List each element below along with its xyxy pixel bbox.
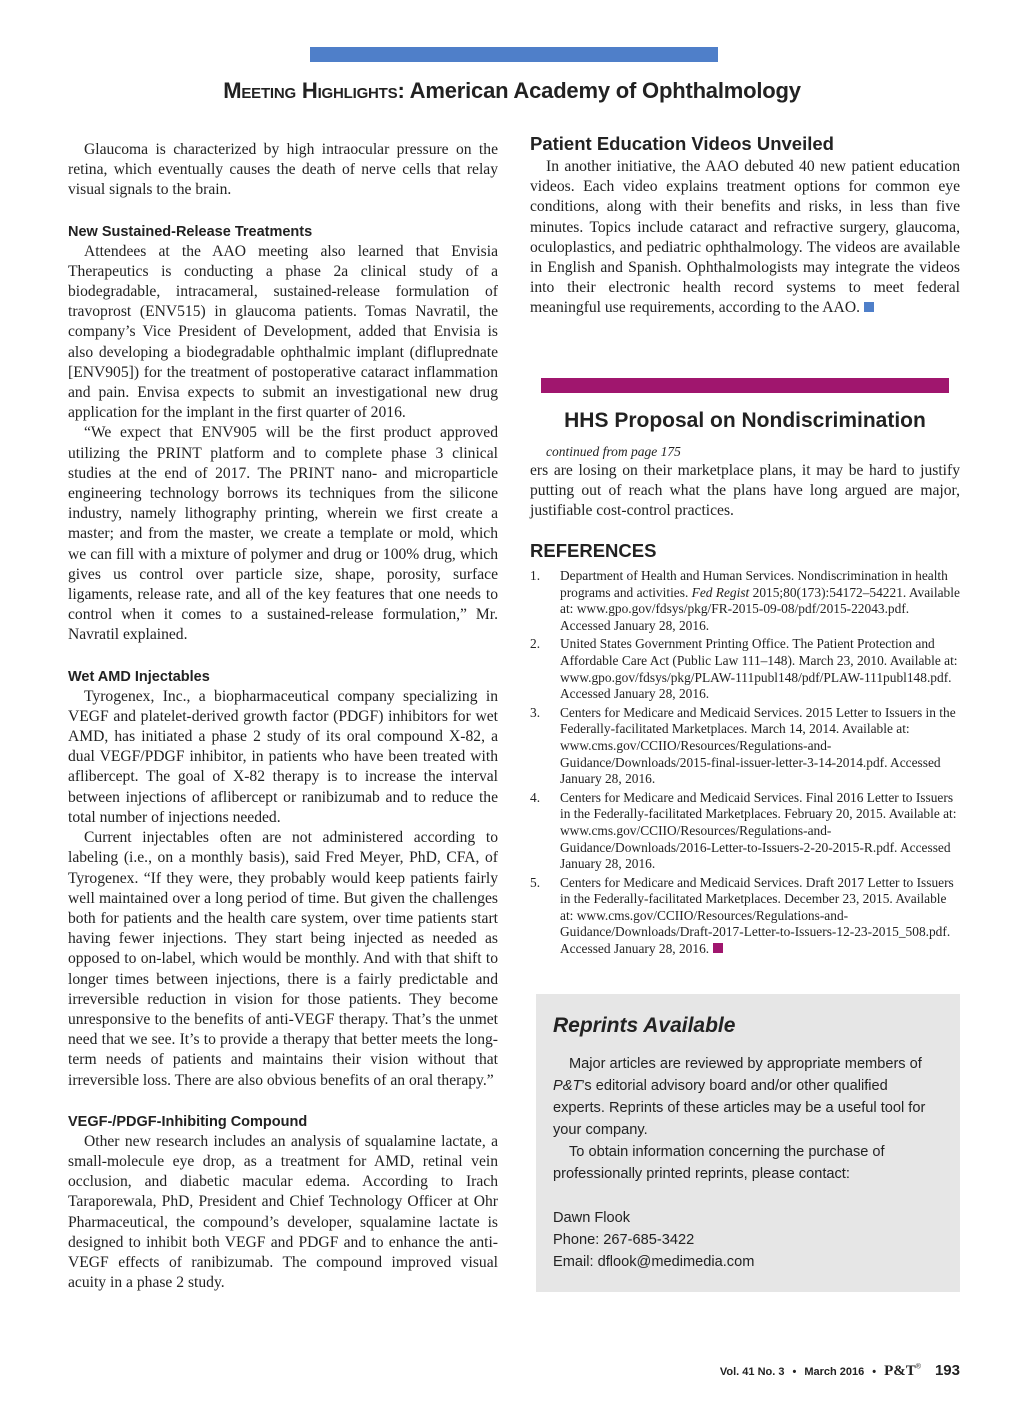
section-heading-videos: Patient Education Videos Unveiled — [530, 133, 834, 154]
contact-name: Dawn Flook — [553, 1210, 631, 1226]
contact-info — [553, 1207, 928, 1273]
paragraph: “We expect that ENV905 will be the first product approved utilizing the PRINT platform and to complete phase 3 clinical studies at the end of 2017. The PRINT nano- and microparticle engineering technology borrows its techniques from the silicone industry, namely lithography printing, wherein we first create a master; and from the master, we create a template or mold, which we can fill with a mixture of polymer and drug or 100% drug, which gives us control over particle size, shape, porosity, surface ligaments, release rate, and all of the key features that one needs to control when it comes to a sustained-release formulation,” Mr. Navratil explained. — [68, 424, 498, 644]
reference-number: 5. — [530, 874, 541, 890]
reprints-title: Reprints Available — [553, 1014, 736, 1037]
hhs-title: HHS Proposal on Nondiscrimination — [564, 409, 926, 432]
reference-item — [530, 790, 960, 873]
reference-item — [530, 568, 960, 634]
masthead-label: Meeting Highlights — [223, 78, 398, 103]
reprints-paragraph: To obtain information concerning the purchase of professionally printed reprints, please contact: — [553, 1144, 885, 1182]
reference-number: 1. — [530, 568, 541, 583]
page-number: 193 — [934, 1362, 960, 1379]
references-heading: REFERENCES — [530, 540, 657, 561]
separator: • — [872, 1366, 877, 1378]
journal-name: Fed Regist — [691, 584, 750, 600]
issue-date: March 2016 — [804, 1366, 865, 1378]
intro-paragraph: Glaucoma is characterized by high intraocular pressure on the retina, which eventually causes the death of nerve cells that relay visual signals to the brain. — [68, 141, 498, 199]
reference-number: 2. — [530, 636, 541, 652]
separator: • — [792, 1366, 797, 1378]
section-heading-sustained-release: New Sustained-Release Treatments — [68, 223, 313, 240]
contact-email: Email: dflook@medimedia.com — [553, 1254, 755, 1270]
reference-number: 3. — [530, 704, 541, 720]
journal-logo: P&T® — [884, 1363, 921, 1379]
reference-text: Centers for Medicare and Medicaid Services. Final 2016 Letter to Issuers in the Federally-facilitated Marketplaces. February 20, 2015. Available at: www.cms.gov/CCIIO/Resources/Regulations-and-Guidance/Downloads/2016-Letter-to-Issuers-2-20-2015-R.pdf. Accessed January 28, 2016. — [560, 789, 957, 872]
reference-item — [530, 705, 960, 788]
reference-number: 4. — [530, 789, 541, 805]
reference-text: Centers for Medicare and Medicaid Services. 2015 Letter to Issuers in the Federally-facilitated Marketplaces. March 14, 2014. Available at: www.cms.gov/CCIIO/Resources/Regulations-and-Guidance/Downloads/2015-final-issuer-letter-3-14-2014.pdf. Accessed January 28, 2016. — [560, 704, 956, 787]
paragraph: Other new research includes an analysis of squalamine lactate, a small-molecule eye drop, as a treatment for AMD, retinal vein occlusion, and diabetic macular edema. According to Irach Taraporewala, PhD, President and Chief Technology Officer at Ohr Pharmaceutical, the compound’s developer, squalamine lactate is designed to inhibit both VEGF and PDGF and to enhance the anti-VEGF effects of ranibizumab. The compound improved visual acuity in a phase 2 study. — [68, 1132, 498, 1292]
videos-paragraph — [530, 157, 960, 319]
continued-note: continued from page 175 — [546, 444, 681, 459]
reference-text: United States Government Printing Office. The Patient Protection and Affordable Care Act (Public Law 111–148). March 23, 2010. Available at: www.gpo.gov/fdsys/pkg/PLAW-111publ148/pdf/PLAW-111publ148.pdf. Accessed January 28, 2016. — [560, 636, 958, 702]
end-mark-icon — [713, 943, 723, 953]
videos-section — [530, 133, 960, 319]
hhs-accent-bar — [541, 378, 949, 393]
end-mark-icon — [864, 302, 874, 312]
section-heading-wet-amd: Wet AMD Injectables — [68, 668, 210, 685]
reference-text: Department of Health and Human Services. Nondiscrimination in health programs and activities. Fed Regist 2015;80(173):54172–54221. Available at: www.gpo.gov/fdsys/pkg/FR-2015-09-08/pdf/2015-22043.pdf. Accessed January 28, 2016. — [560, 568, 960, 633]
masthead-colon: : — [397, 78, 410, 103]
reprints-paragraph: Major articles are reviewed by appropriate members of P&T’s editorial advisory board and/or other qualified experts. Reprints of these articles may be a useful tool for your company. — [553, 1056, 926, 1138]
left-column — [68, 140, 498, 1293]
reprints-body — [553, 1053, 928, 1273]
references-section — [530, 540, 960, 960]
journal-name: P&T — [553, 1078, 582, 1094]
hhs-continued-section — [530, 443, 960, 522]
reference-item — [530, 636, 960, 702]
videos-text: In another initiative, the AAO debuted 40 new patient education videos. Each video explains treatment options for common eye conditions, along with their benefits and risks, in less than five minutes. Topics include cataract and refractive surgery, glaucoma, oculoplastics, and pediatric ophthalmology. The videos are available in English and Spanish. Ophthalmologists may integrate the videos into their electronic health record systems to meet federal meaningful use requirements, according to the AAO. — [530, 158, 960, 317]
header-accent-bar — [310, 47, 718, 62]
hhs-paragraph: ers are losing on their marketplace plans, it may be hard to justify putting out of reach what the plans have long argued are major, justifiable cost-control practices. — [530, 462, 960, 520]
contact-phone: Phone: 267-685-3422 — [553, 1232, 695, 1248]
paragraph: Tyrogenex, Inc., a biopharmaceutical company specializing in VEGF and platelet-derived growth factor (PDGF) inhibitors for wet AMD, has initiated a phase 2 study of its oral compound X-82, a dual VEGF/PDGF inhibitor, in patients who have been treated with aflibercept. The goal of X-82 therapy is to increase the interval between injections of aflibercept or ranibizumab and to reduce the total number of injections needed. — [68, 687, 498, 826]
reprints-box — [536, 994, 960, 1292]
section-heading-vegf-pdgf: VEGF-/PDGF-Inhibiting Compound — [68, 1113, 308, 1130]
page-masthead — [0, 78, 1024, 104]
reference-item — [530, 875, 960, 958]
paragraph: Attendees at the AAO meeting also learned that Envisia Therapeutics is conducting a phase 2a clinical study of a biodegradable, intracameral, sustained-release formulation of travoprost (ENV515) in glaucoma patients. Tomas Navratil, the company’s Vice President of Development, added that Envisia is also developing a biodegradable ophthalmic implant (difluprednate [ENV905]) for the treatment of postoperative cataract inflammation and pain. Envisa expects to submit an investigational new drug application for the implant in the first quarter of 2016. — [68, 242, 498, 422]
references-list — [530, 568, 960, 958]
page-footer — [720, 1362, 960, 1380]
masthead-title: American Academy of Ophthalmology — [409, 78, 801, 103]
reference-text: Centers for Medicare and Medicaid Services. Draft 2017 Letter to Issuers in the Federally-facilitated Marketplaces. December 23, 2015. Available at: www.cms.gov/CCIIO/Resources/Regulations-and-Guidance/Downloads/Draft-2017-Letter-to-Issuers-12-23-2015_508.pdf. Accessed January 28, 2016. — [560, 874, 954, 957]
paragraph: Current injectables often are not administered according to labeling (i.e., on a monthly basis), said Fred Meyer, PhD, CFA, of Tyrogenex. “If they were, they probably would keep patients fairly well maintained over a long period of time. But given the challenges both for patients and the health care system, over time patients start having fewer injections. They start being injected as needed as opposed to on-label, which would be monthly. And with that shift to longer times between injections, there is a fairly predictable and irreversible reduction in vision for those patients. They become unresponsive to the benefits of anti-VEGF therapy. That’s the unmet need that we see. It’s to provide a therapy that better meets the long-term needs of patients and maintains their vision without that irreversible loss. There are also obvious benefits of an oral therapy.” — [68, 829, 498, 1089]
issue-info: Vol. 41 No. 3 — [719, 1366, 785, 1378]
